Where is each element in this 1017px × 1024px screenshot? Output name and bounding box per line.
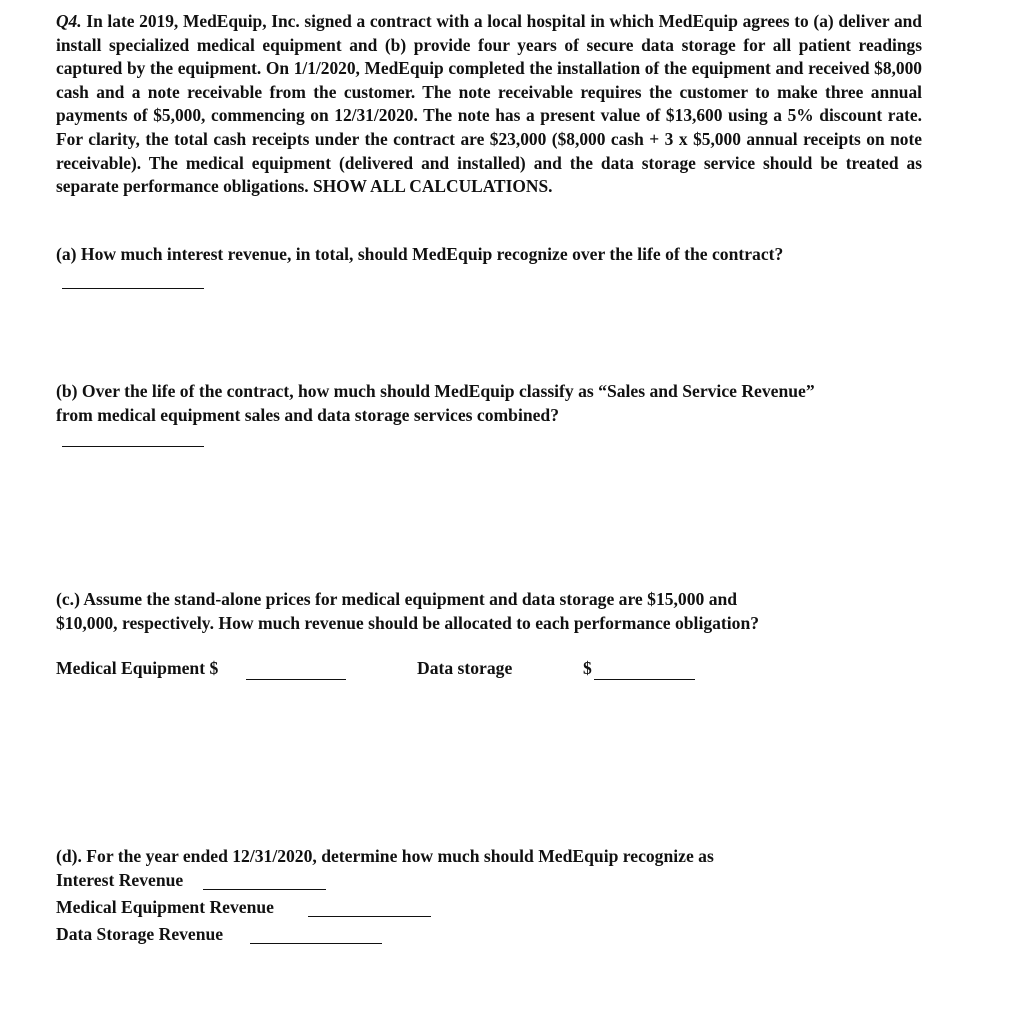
question-number: Q4.: [56, 11, 82, 31]
part-d-storage-label: Data Storage Revenue: [56, 924, 224, 944]
part-c-storage-currency: $: [583, 658, 592, 678]
part-a-question: (a) How much interest revenue, in total, should MedEquip recognize over the life of the contract?: [56, 244, 784, 264]
part-c-question-line-2: $10,000, respectively. How much revenue should be allocated to each performance obligation?: [56, 613, 760, 633]
part-c-equipment-label: Medical Equipment $: [56, 658, 219, 678]
problem-statement: [56, 10, 922, 199]
part-b-answer-blank[interactable]: [62, 446, 204, 447]
part-b-question-line-1: (b) Over the life of the contract, how much should MedEquip classify as “Sales and Service Revenue”: [56, 381, 815, 401]
part-c-storage-blank[interactable]: [594, 679, 695, 680]
part-d-interest-blank[interactable]: [203, 889, 326, 890]
part-c-equipment-row: [56, 655, 218, 681]
part-c-question-line-1: (c.) Assume the stand-alone prices for medical equipment and data storage are $15,000 and: [56, 589, 738, 609]
part-d-equipment-blank[interactable]: [308, 916, 431, 917]
part-c-storage-label: Data storage: [417, 658, 513, 678]
part-c-equipment-blank[interactable]: [246, 679, 346, 680]
part-d-interest-label: Interest Revenue: [56, 870, 184, 890]
part-a-answer-blank[interactable]: [62, 288, 204, 289]
problem-text: In late 2019, MedEquip, Inc. signed a contract with a local hospital in which MedEquip agrees to (a) deliver and install specialized medical equipment and (b) provide four years of secure data storage for all patient readings captured by the equipment. On 1/1/2020, MedEquip completed the installation of the equipment and received $8,000 cash and a note receivable from the customer. The note receivable requires the customer to make three annual payments of $5,000, commencing on 12/31/2020. The note has a present value of $13,600 using a 5% discount rate. For clarity, the total cash receipts under the contract are $23,000 ($8,000 cash + 3 x $5,000 annual receipts on note receivable). The medical equipment (delivered and installed) and the data storage service should be treated as separate performance obligations. SHOW ALL CALCULATIONS.: [56, 11, 922, 197]
part-d-equipment-label: Medical Equipment Revenue: [56, 897, 274, 917]
part-d-storage-blank[interactable]: [250, 943, 382, 944]
part-b-question-line-2: from medical equipment sales and data storage services combined?: [56, 405, 560, 425]
part-d-question: (d). For the year ended 12/31/2020, determine how much should MedEquip recognize as: [56, 846, 714, 866]
